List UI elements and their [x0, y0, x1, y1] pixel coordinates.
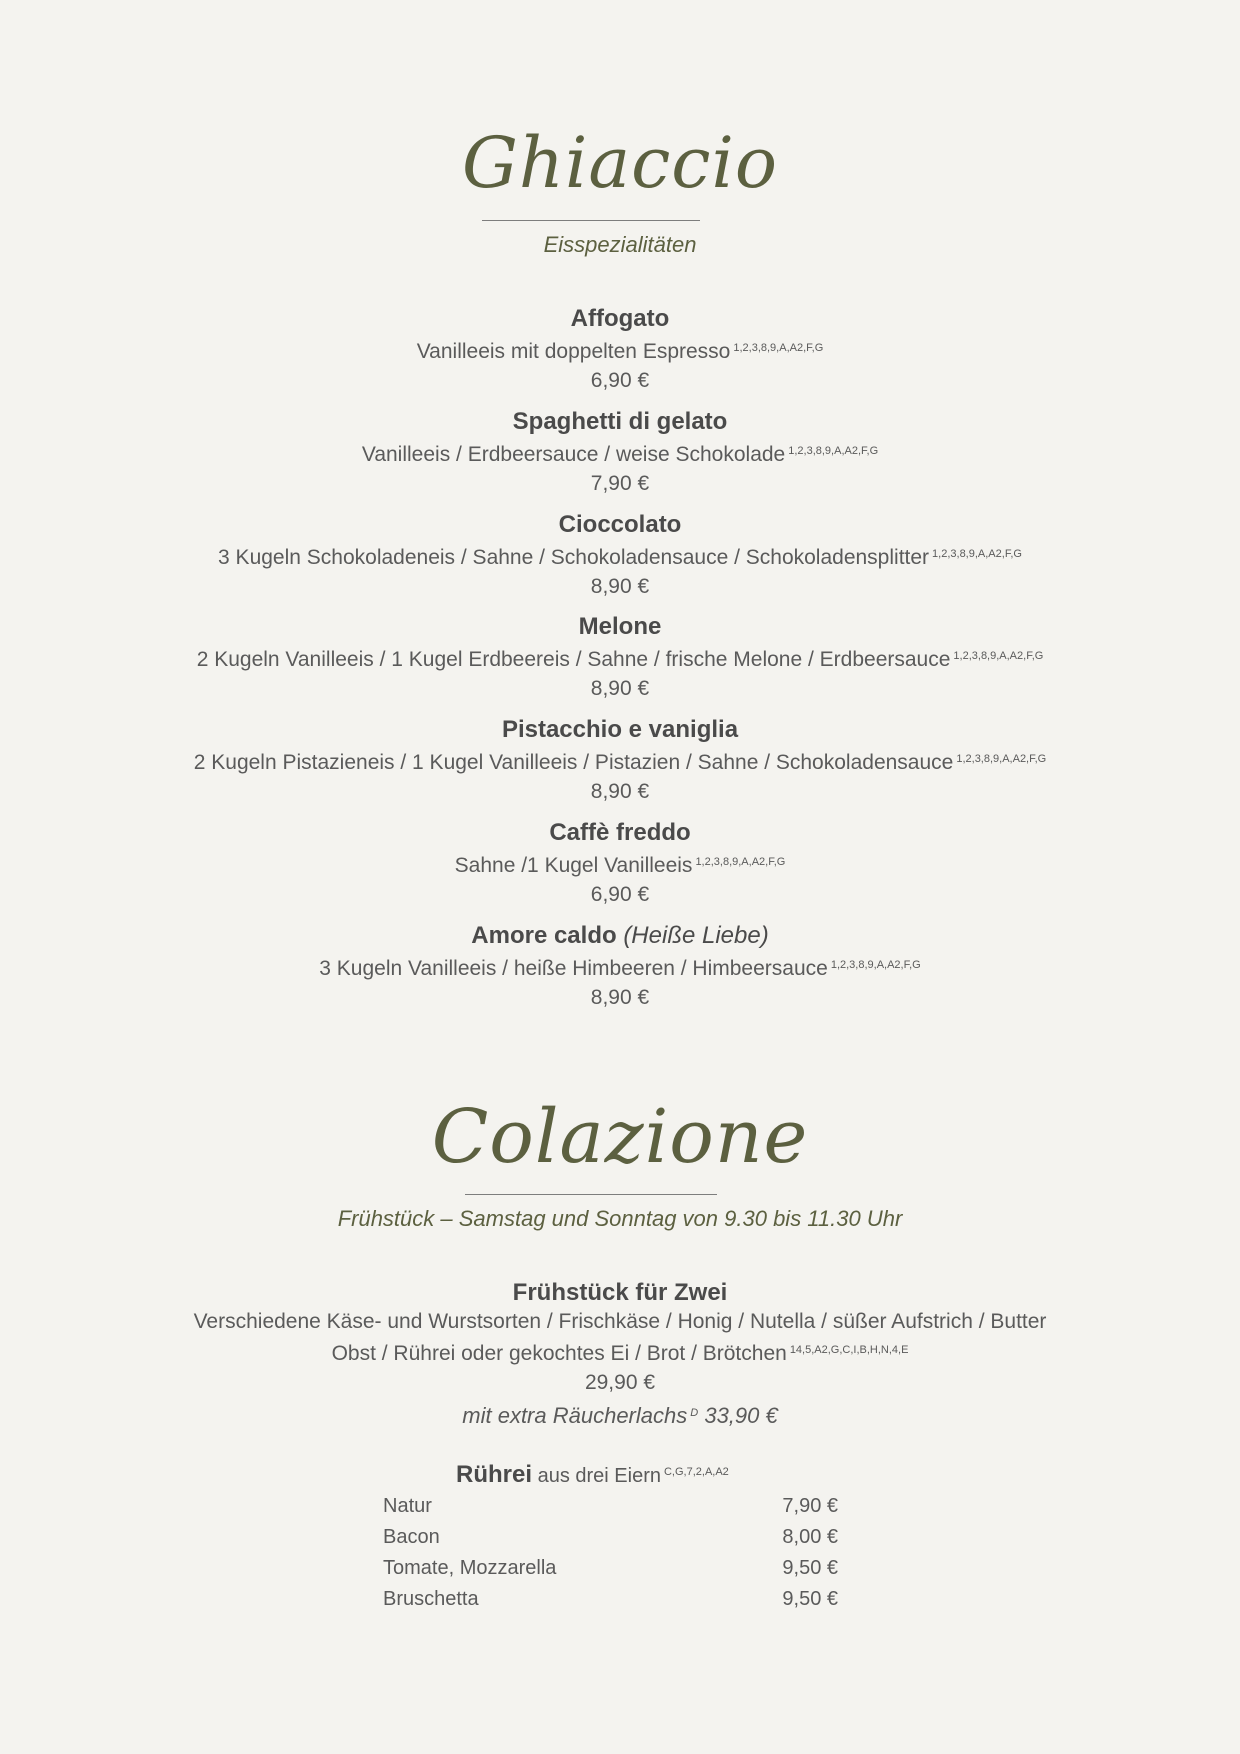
extra-label: mit extra Räucherlachs: [462, 1403, 688, 1428]
item-name: Frühstück für Zwei: [512, 1279, 728, 1306]
allergen-codes: D: [690, 1407, 699, 1419]
option-price: 9,50 €: [782, 1588, 838, 1610]
allergen-codes: 1,2,3,8,9,A,A2,F,G: [788, 445, 879, 457]
option-row: [383, 1526, 838, 1557]
option-price: 9,50 €: [782, 1557, 838, 1579]
item-description: 2 Kugeln Pistazieneis / 1 Kugel Vanilleeis / Pistazien / Sahne / Schokoladensauce: [193, 751, 954, 774]
item-name: Melone: [578, 613, 662, 640]
item-name: Rührei: [456, 1461, 533, 1488]
section-title-ghiaccio: Ghiaccio: [461, 122, 779, 204]
menu-item: [0, 612, 1240, 704]
item-description: 3 Kugeln Schokoladeneis / Sahne / Schokoladensauce / Schokoladensplitter: [218, 546, 930, 569]
item-name-aside: (Heiße Liebe): [623, 922, 769, 949]
title-divider: [465, 1194, 717, 1195]
menu-item: [0, 818, 1240, 910]
item-name: Amore caldo: [471, 922, 617, 949]
section-subtitle-ghiaccio: Eisspezialitäten: [543, 232, 697, 257]
allergen-codes: 1,2,3,8,9,A,A2,F,G: [695, 856, 786, 868]
allergen-codes: 1,2,3,8,9,A,A2,F,G: [733, 342, 824, 354]
option-price: 8,00 €: [782, 1526, 838, 1548]
item-description: 2 Kugeln Vanilleeis / 1 Kugel Erdbeereis / Sahne / frische Melone / Erdbeersauce: [196, 648, 951, 671]
item-name: Cioccolato: [558, 511, 682, 538]
section-subtitle-colazione: Frühstück – Samstag und Sonntag von 9.30 bis 11.30 Uhr: [337, 1206, 903, 1231]
menu-item: [0, 407, 1240, 499]
menu-item: [0, 304, 1240, 396]
item-price: 8,90 €: [590, 677, 650, 700]
option-label: Bruschetta: [383, 1588, 479, 1610]
option-price: 7,90 €: [782, 1495, 838, 1517]
item-description: Verschiedene Käse- und Wurstsorten / Frischkäse / Honig / Nutella / süßer Aufstrich / Butter: [193, 1310, 1047, 1333]
item-description: Vanilleeis / Erdbeersauce / weise Schokolade: [361, 443, 786, 466]
option-label: Tomate, Mozzarella: [383, 1557, 557, 1579]
allergen-codes: 1,2,3,8,9,A,A2,F,G: [932, 548, 1022, 560]
item-name: Caffè freddo: [549, 819, 691, 846]
item-description: Vanilleeis mit doppelten Espresso: [416, 340, 731, 363]
menu-item: [0, 510, 1240, 602]
allergen-codes: 1,2,3,8,9,A,A2,F,G: [956, 753, 1047, 765]
item-price: 8,90 €: [590, 780, 650, 803]
item-description: Sahne /1 Kugel Vanilleeis: [454, 854, 693, 877]
item-price: 8,90 €: [590, 575, 650, 598]
item-name: Pistacchio e vaniglia: [501, 716, 739, 743]
item-name: Spaghetti di gelato: [512, 408, 728, 435]
item-price: 6,90 €: [590, 369, 650, 392]
title-divider: [482, 220, 700, 221]
option-row: [383, 1557, 838, 1588]
option-row: [383, 1588, 838, 1619]
allergen-codes: 1,2,3,8,9,A,A2,F,G: [953, 650, 1044, 662]
extra-price: 33,90 €: [704, 1403, 778, 1428]
option-label: Natur: [383, 1495, 432, 1517]
menu-item: [0, 921, 1240, 1013]
allergen-codes: C,G,7,2,A,A2: [663, 1466, 729, 1478]
allergen-codes: 14,5,A2,G,C,I,B,H,N,4,E: [789, 1344, 909, 1356]
section-title-colazione: Colazione: [431, 1094, 809, 1180]
option-row: [383, 1495, 838, 1526]
item-description: 3 Kugeln Vanilleeis / heiße Himbeeren / Himbeersauce: [319, 957, 828, 980]
item-price: 6,90 €: [590, 883, 650, 906]
item-description: Obst / Rührei oder gekochtes Ei / Brot / Brötchen: [331, 1342, 787, 1365]
item-name-suffix: aus drei Eiern: [537, 1465, 661, 1487]
option-label: Bacon: [383, 1526, 440, 1548]
menu-item: [0, 715, 1240, 807]
item-price: 7,90 €: [590, 472, 650, 495]
allergen-codes: 1,2,3,8,9,A,A2,F,G: [830, 959, 921, 971]
menu-item: [0, 1278, 1240, 1431]
item-name: Affogato: [570, 305, 670, 332]
item-price: 29,90 €: [584, 1371, 656, 1394]
ruehrei-heading: [456, 1461, 729, 1489]
item-price: 8,90 €: [590, 986, 650, 1009]
